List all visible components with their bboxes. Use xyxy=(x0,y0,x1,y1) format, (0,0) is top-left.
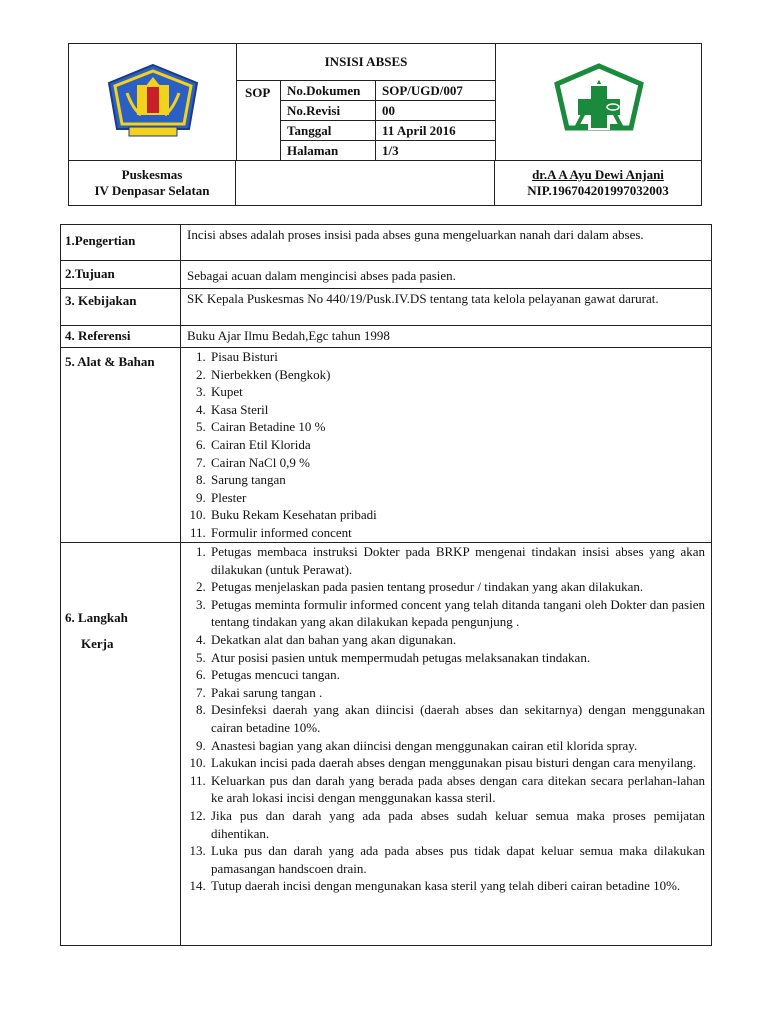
row-tujuan xyxy=(61,261,711,289)
sop-header-table xyxy=(68,43,702,206)
emblem-cell xyxy=(69,44,237,160)
list-item: 4. Dekatkan alat dan bahan yang akan digunakan. xyxy=(209,631,705,649)
section-label: 3. Kebijakan xyxy=(61,289,181,325)
list-item: 6. Cairan Etil Klorida xyxy=(209,436,705,454)
meta-key: Halaman xyxy=(281,141,376,160)
organization-line-1: Puskesmas xyxy=(121,167,183,182)
meta-row xyxy=(281,101,495,121)
list-item: 3. Petugas meminta formulir informed concent yang telah ditanda tangani oleh Dokter dan pasien tentang tindakan yang akan dilakukan kepada pengunjung . xyxy=(209,596,705,631)
meta-key: No.Revisi xyxy=(281,101,376,120)
header-top-row xyxy=(69,44,701,161)
list-item: 8. Desinfeksi daerah yang akan diincisi (daerah abses dan sekitarnya) dengan menggunakan cairan betadine 10%. xyxy=(209,701,705,736)
list-item: 10. Lakukan incisi pada daerah abses dengan menggunakan pisau bisturi dengan cara menyilang. xyxy=(209,754,705,772)
row-langkah-kerja xyxy=(61,543,711,945)
meta-value: SOP/UGD/007 xyxy=(382,83,463,98)
section-label: 2.Tujuan xyxy=(61,261,181,288)
row-alat-bahan xyxy=(61,348,711,543)
steps-list xyxy=(187,543,705,895)
list-item: 5. Atur posisi pasien untuk mempermudah petugas melaksanakan tindakan. xyxy=(209,649,705,667)
list-item: 1. Petugas membaca instruksi Dokter pada BRKP mengenai tindakan insisi abses yang akan dilakukan (untuk Perawat). xyxy=(209,543,705,578)
list-item: 1. Pisau Bisturi xyxy=(209,348,705,366)
organization-line-2: IV Denpasar Selatan xyxy=(94,183,210,198)
meta-key: No.Dokumen xyxy=(281,81,376,100)
organization-name xyxy=(69,161,236,205)
section-label-line-1: 6. Langkah xyxy=(65,610,128,625)
sop-label: SOP xyxy=(245,85,271,100)
header-empty-cell xyxy=(236,161,495,205)
list-item: 10. Buku Rekam Kesehatan pribadi xyxy=(209,506,705,524)
list-item: 3. Kupet xyxy=(209,383,705,401)
section-label: 4. Referensi xyxy=(61,326,181,347)
section-label: 1.Pengertian xyxy=(61,225,181,260)
list-item: 5. Cairan Betadine 10 % xyxy=(209,418,705,436)
list-item: 7. Pakai sarung tangan . xyxy=(209,684,705,702)
list-item: 2. Nierbekken (Bengkok) xyxy=(209,366,705,384)
meta-value: 11 April 2016 xyxy=(382,123,456,138)
list-item: 4. Kasa Steril xyxy=(209,401,705,419)
row-referensi xyxy=(61,326,711,348)
header-bottom-row xyxy=(69,161,701,205)
meta-row xyxy=(281,121,495,141)
meta-value: 1/3 xyxy=(382,143,399,158)
section-label: 5. Alat & Bahan xyxy=(61,348,181,542)
meta-row xyxy=(281,81,495,101)
list-item: 8. Sarung tangan xyxy=(209,471,705,489)
list-item: 2. Petugas menjelaskan pada pasien tentang prosedur / tindakan yang akan dilakukan. xyxy=(209,578,705,596)
equipment-list xyxy=(187,348,705,542)
list-item: 13. Luka pus dan darah yang ada pada abses pus tidak dapat keluar semua maka dilakukan pamasangan handscoen drain. xyxy=(209,842,705,877)
row-pengertian xyxy=(61,225,711,261)
section-label-line-2: Kerja xyxy=(81,636,114,651)
section-text: SK Kepala Puskesmas No 440/19/Pusk.IV.DS tentang tata kelola pelayanan gawat darurat. xyxy=(187,291,659,306)
title-meta-cell xyxy=(237,44,496,160)
equipment-list-cell xyxy=(181,348,711,542)
meta-value: 00 xyxy=(382,103,395,118)
list-item: 11. Formulir informed concent xyxy=(209,524,705,542)
signer-nip: NIP.196704201997032003 xyxy=(527,183,669,198)
puskesmas-logo-icon xyxy=(551,62,647,142)
sop-block xyxy=(237,81,495,160)
regional-emblem-icon xyxy=(107,63,199,141)
document-meta-table xyxy=(280,81,495,160)
list-item: 7. Cairan NaCl 0,9 % xyxy=(209,454,705,472)
meta-row xyxy=(281,141,495,160)
row-kebijakan xyxy=(61,289,711,326)
section-label xyxy=(61,543,181,945)
list-item: 6. Petugas mencuci tangan. xyxy=(209,666,705,684)
section-text: Buku Ajar Ilmu Bedah,Egc tahun 1998 xyxy=(187,328,390,343)
puskesmas-logo-cell xyxy=(496,44,701,160)
document-title: INSISI ABSES xyxy=(237,44,495,81)
meta-key: Tanggal xyxy=(281,121,376,140)
steps-list-cell xyxy=(181,543,711,945)
list-item: 9. Plester xyxy=(209,489,705,507)
section-text: Sebagai acuan dalam mengincisi abses pada pasien. xyxy=(187,268,456,283)
list-item: 11. Keluarkan pus dan darah yang berada pada abses dengan cara ditekan secara perlahan-lahan ke arah lokasi incisi dengan menggunakan kassa steril. xyxy=(209,772,705,807)
list-item: 9. Anastesi bagian yang akan diincisi dengan menggunakan cairan etil klorida spray. xyxy=(209,737,705,755)
section-text: Incisi abses adalah proses insisi pada abses guna mengeluarkan nanah dari dalam abses. xyxy=(187,227,644,242)
list-item: 12. Jika pus dan darah yang ada pada abses sudah keluar semua maka proses pemijatan dihentikan. xyxy=(209,807,705,842)
list-item: 14. Tutup daerah incisi dengan mengunakan kasa steril yang telah diberi cairan betadine 10%. xyxy=(209,877,705,895)
signer-block xyxy=(495,161,701,205)
sop-content-table xyxy=(60,224,712,946)
signer-name: dr.A A Ayu Dewi Anjani xyxy=(532,167,664,182)
